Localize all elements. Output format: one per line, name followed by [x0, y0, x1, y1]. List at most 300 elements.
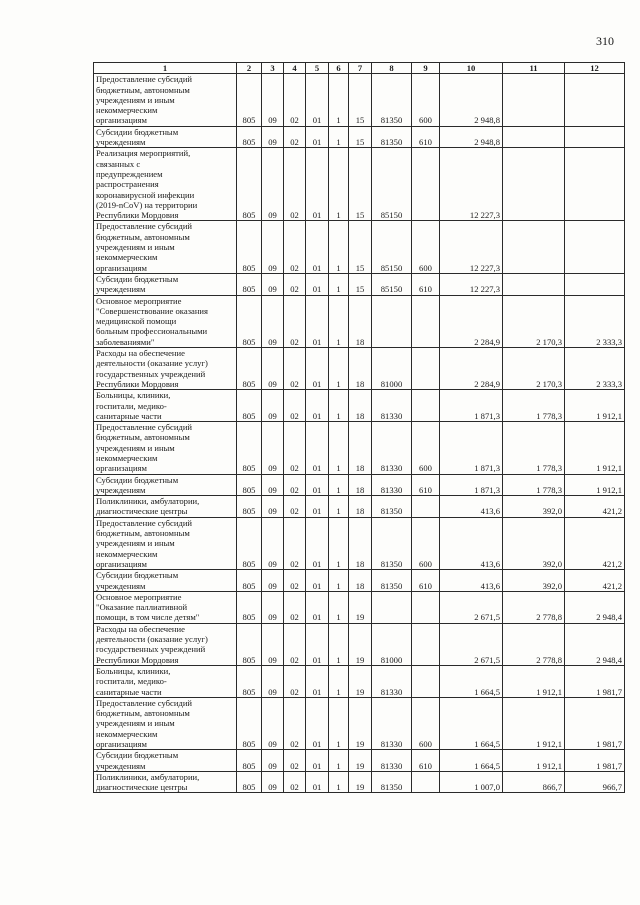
cell-col-7: 18	[349, 496, 372, 518]
cell-col-12: 1 981,7	[565, 665, 625, 697]
cell-col-3: 09	[262, 665, 284, 697]
cell-col-9	[412, 665, 440, 697]
cell-col-9: 600	[412, 422, 440, 474]
cell-col-6: 1	[329, 474, 349, 496]
cell-col-10: 413,6	[440, 496, 503, 518]
cell-col-12: 1 912,1	[565, 390, 625, 422]
cell-col-7: 18	[349, 295, 372, 347]
cell-col-2: 805	[237, 348, 262, 390]
description-line: госпитали, медико-	[96, 400, 167, 411]
description-line: организациям	[96, 262, 147, 273]
cell-col-11: 1 912,1	[503, 750, 565, 772]
description-line: Субсидии бюджетным	[96, 126, 179, 137]
cell-col-4: 02	[284, 771, 306, 793]
cell-col-9	[412, 295, 440, 347]
cell-col-9	[412, 771, 440, 793]
description-line: некоммерческим	[96, 452, 158, 463]
description-line: Расходы на обеспечение	[96, 348, 185, 359]
cell-col-5: 01	[306, 697, 329, 749]
cell-col-11	[503, 273, 565, 295]
column-header: 9	[412, 63, 440, 74]
description-line: деятельности (оказание услуг)	[96, 358, 208, 369]
table-row	[94, 517, 625, 569]
cell-col-8: 85150	[372, 273, 412, 295]
cell-col-2: 805	[237, 750, 262, 772]
cell-col-3: 09	[262, 771, 284, 793]
cell-col-6: 1	[329, 221, 349, 273]
cell-col-11: 2 778,8	[503, 591, 565, 623]
cell-col-4: 02	[284, 697, 306, 749]
description-line: учреждениям и иным	[96, 718, 175, 729]
row-description	[94, 591, 237, 623]
description-line: Субсидии бюджетным	[96, 570, 179, 581]
table-row	[94, 390, 625, 422]
table-row	[94, 496, 625, 518]
cell-col-3: 09	[262, 148, 284, 221]
cell-col-7: 18	[349, 422, 372, 474]
cell-col-12	[565, 273, 625, 295]
cell-col-8	[372, 295, 412, 347]
description-line: некоммерческим	[96, 252, 158, 263]
description-line: некоммерческим	[96, 728, 158, 739]
description-line: бюджетным, автономным	[96, 528, 190, 539]
cell-col-7: 18	[349, 390, 372, 422]
row-description	[94, 750, 237, 772]
cell-col-10: 1 871,3	[440, 474, 503, 496]
description-line: Предоставление субсидий	[96, 221, 193, 232]
cell-col-9	[412, 591, 440, 623]
table-row	[94, 750, 625, 772]
table-row	[94, 665, 625, 697]
cell-col-11: 866,7	[503, 771, 565, 793]
description-line: учреждениям	[96, 137, 146, 148]
description-line: Основное мероприятие	[96, 591, 182, 602]
description-line: бюджетным, автономным	[96, 708, 190, 719]
description-line: Республики Мордовия	[96, 210, 179, 221]
description-line: бюджетным, автономным	[96, 84, 190, 95]
cell-col-3: 09	[262, 126, 284, 148]
table-row	[94, 474, 625, 496]
cell-col-10: 1 871,3	[440, 390, 503, 422]
cell-col-9	[412, 496, 440, 518]
table-row	[94, 570, 625, 592]
cell-col-2: 805	[237, 591, 262, 623]
description-line: госпитали, медико-	[96, 676, 167, 687]
cell-col-2: 805	[237, 623, 262, 665]
cell-col-5: 01	[306, 348, 329, 390]
cell-col-4: 02	[284, 517, 306, 569]
cell-col-3: 09	[262, 295, 284, 347]
row-description	[94, 273, 237, 295]
cell-col-6: 1	[329, 750, 349, 772]
description-line: Предоставление субсидий	[96, 74, 193, 85]
cell-col-5: 01	[306, 496, 329, 518]
cell-col-12: 2 333,3	[565, 295, 625, 347]
cell-col-12	[565, 221, 625, 273]
cell-col-11: 1 778,3	[503, 422, 565, 474]
cell-col-10: 2 284,9	[440, 348, 503, 390]
description-line: санитарные части	[96, 686, 162, 697]
cell-col-9: 600	[412, 697, 440, 749]
cell-col-6: 1	[329, 422, 349, 474]
cell-col-5: 01	[306, 591, 329, 623]
column-header: 12	[565, 63, 625, 74]
cell-col-6: 1	[329, 665, 349, 697]
cell-col-6: 1	[329, 517, 349, 569]
cell-col-8: 81000	[372, 623, 412, 665]
row-description	[94, 390, 237, 422]
cell-col-3: 09	[262, 221, 284, 273]
cell-col-8: 81330	[372, 665, 412, 697]
budget-table	[93, 62, 625, 793]
cell-col-3: 09	[262, 750, 284, 772]
description-line: диагностические центры	[96, 506, 188, 517]
cell-col-7: 19	[349, 591, 372, 623]
cell-col-8: 85150	[372, 148, 412, 221]
description-line: предупреждением	[96, 168, 163, 179]
column-header: 6	[329, 63, 349, 74]
cell-col-11	[503, 126, 565, 148]
description-line: больным профессиональными	[96, 326, 208, 337]
column-header: 1	[94, 63, 237, 74]
cell-col-7: 18	[349, 348, 372, 390]
cell-col-5: 01	[306, 390, 329, 422]
description-line: Предоставление субсидий	[96, 517, 193, 528]
cell-col-2: 805	[237, 295, 262, 347]
description-line: учреждениям	[96, 484, 146, 495]
cell-col-11: 2 170,3	[503, 348, 565, 390]
description-line: заболеваниями"	[96, 336, 155, 347]
cell-col-11: 392,0	[503, 570, 565, 592]
cell-col-8: 85150	[372, 221, 412, 273]
cell-col-10: 1 664,5	[440, 697, 503, 749]
row-description	[94, 422, 237, 474]
cell-col-5: 01	[306, 273, 329, 295]
cell-col-11: 1 778,3	[503, 390, 565, 422]
description-line: некоммерческим	[96, 548, 158, 559]
cell-col-11: 1 778,3	[503, 474, 565, 496]
cell-col-9: 600	[412, 74, 440, 126]
column-header: 11	[503, 63, 565, 74]
description-line: Субсидии бюджетным	[96, 474, 179, 485]
description-line: Субсидии бюджетным	[96, 273, 179, 284]
cell-col-8	[372, 591, 412, 623]
cell-col-4: 02	[284, 750, 306, 772]
description-line: некоммерческим	[96, 105, 158, 116]
description-line: организациям	[96, 739, 147, 749]
column-header: 3	[262, 63, 284, 74]
cell-col-6: 1	[329, 623, 349, 665]
table-row	[94, 591, 625, 623]
cell-col-3: 09	[262, 273, 284, 295]
table-row	[94, 221, 625, 273]
cell-col-4: 02	[284, 665, 306, 697]
cell-col-10: 1 007,0	[440, 771, 503, 793]
cell-col-5: 01	[306, 474, 329, 496]
table-row	[94, 74, 625, 126]
description-line: деятельности (оказание услуг)	[96, 634, 208, 645]
description-line: санитарные части	[96, 410, 162, 421]
cell-col-9	[412, 390, 440, 422]
description-line: Больницы, клиники,	[96, 665, 171, 676]
row-description	[94, 623, 237, 665]
row-description	[94, 295, 237, 347]
description-line: Больницы, клиники,	[96, 390, 171, 401]
cell-col-2: 805	[237, 517, 262, 569]
cell-col-2: 805	[237, 496, 262, 518]
cell-col-2: 805	[237, 474, 262, 496]
cell-col-7: 18	[349, 474, 372, 496]
cell-col-10: 12 227,3	[440, 273, 503, 295]
cell-col-7: 15	[349, 221, 372, 273]
cell-col-3: 09	[262, 348, 284, 390]
table-row	[94, 348, 625, 390]
cell-col-6: 1	[329, 697, 349, 749]
header-row	[94, 63, 625, 74]
cell-col-9	[412, 148, 440, 221]
description-line: учреждениям	[96, 580, 146, 591]
description-line: организациям	[96, 558, 147, 569]
description-line: связанных с	[96, 158, 141, 169]
cell-col-12	[565, 74, 625, 126]
cell-col-4: 02	[284, 570, 306, 592]
cell-col-6: 1	[329, 273, 349, 295]
cell-col-10: 1 664,5	[440, 750, 503, 772]
cell-col-11: 392,0	[503, 517, 565, 569]
cell-col-11: 1 912,1	[503, 697, 565, 749]
table-row	[94, 148, 625, 221]
description-line: коронавирусной инфекции	[96, 189, 195, 200]
cell-col-3: 09	[262, 591, 284, 623]
cell-col-6: 1	[329, 771, 349, 793]
cell-col-4: 02	[284, 295, 306, 347]
cell-col-11	[503, 74, 565, 126]
cell-col-5: 01	[306, 517, 329, 569]
column-header: 2	[237, 63, 262, 74]
description-line: Расходы на обеспечение	[96, 623, 185, 634]
cell-col-9	[412, 348, 440, 390]
cell-col-7: 19	[349, 623, 372, 665]
table-row	[94, 771, 625, 793]
cell-col-6: 1	[329, 390, 349, 422]
cell-col-2: 805	[237, 273, 262, 295]
cell-col-6: 1	[329, 591, 349, 623]
cell-col-12: 1 981,7	[565, 697, 625, 749]
description-line: Реализация мероприятий,	[96, 148, 191, 159]
cell-col-5: 01	[306, 74, 329, 126]
cell-col-11: 2 778,8	[503, 623, 565, 665]
description-line: Предоставление субсидий	[96, 697, 193, 708]
description-line: учреждениям и иным	[96, 538, 175, 549]
column-header: 8	[372, 63, 412, 74]
table-row	[94, 422, 625, 474]
cell-col-11: 392,0	[503, 496, 565, 518]
description-line: бюджетным, автономным	[96, 432, 190, 443]
column-header: 4	[284, 63, 306, 74]
cell-col-8: 81330	[372, 422, 412, 474]
table-row	[94, 126, 625, 148]
row-description	[94, 517, 237, 569]
cell-col-11	[503, 221, 565, 273]
cell-col-6: 1	[329, 348, 349, 390]
cell-col-10: 2 948,8	[440, 74, 503, 126]
cell-col-8: 81350	[372, 570, 412, 592]
cell-col-10: 2 671,5	[440, 591, 503, 623]
cell-col-7: 18	[349, 570, 372, 592]
cell-col-4: 02	[284, 221, 306, 273]
cell-col-3: 09	[262, 570, 284, 592]
cell-col-4: 02	[284, 273, 306, 295]
cell-col-7: 19	[349, 665, 372, 697]
cell-col-3: 09	[262, 517, 284, 569]
cell-col-12: 2 333,3	[565, 348, 625, 390]
description-line: государственных учреждений	[96, 368, 206, 379]
cell-col-7: 18	[349, 517, 372, 569]
cell-col-8: 81350	[372, 126, 412, 148]
cell-col-12: 421,2	[565, 570, 625, 592]
cell-col-7: 15	[349, 126, 372, 148]
cell-col-4: 02	[284, 126, 306, 148]
description-line: (2019-nCoV) на территории	[96, 199, 198, 210]
cell-col-3: 09	[262, 390, 284, 422]
description-line: "Совершенствование оказания	[96, 305, 208, 316]
cell-col-8: 81350	[372, 74, 412, 126]
description-line: помощи, в том числе детям"	[96, 612, 200, 623]
cell-col-3: 09	[262, 496, 284, 518]
cell-col-8: 81330	[372, 474, 412, 496]
cell-col-2: 805	[237, 771, 262, 793]
row-description	[94, 348, 237, 390]
cell-col-9: 610	[412, 273, 440, 295]
cell-col-5: 01	[306, 750, 329, 772]
cell-col-10: 2 284,9	[440, 295, 503, 347]
column-header: 10	[440, 63, 503, 74]
cell-col-5: 01	[306, 295, 329, 347]
cell-col-3: 09	[262, 623, 284, 665]
cell-col-5: 01	[306, 771, 329, 793]
table-row	[94, 295, 625, 347]
cell-col-10: 413,6	[440, 517, 503, 569]
description-line: "Оказание паллиативной	[96, 602, 188, 613]
description-line: учреждениям и иным	[96, 242, 175, 253]
cell-col-2: 805	[237, 422, 262, 474]
row-description	[94, 74, 237, 126]
row-description	[94, 221, 237, 273]
description-line: Поликлиники, амбулатории,	[96, 771, 200, 782]
cell-col-12: 2 948,4	[565, 623, 625, 665]
description-line: учреждениям	[96, 284, 146, 295]
cell-col-6: 1	[329, 126, 349, 148]
cell-col-3: 09	[262, 697, 284, 749]
column-header: 5	[306, 63, 329, 74]
cell-col-10: 413,6	[440, 570, 503, 592]
cell-col-4: 02	[284, 474, 306, 496]
cell-col-5: 01	[306, 665, 329, 697]
cell-col-11	[503, 148, 565, 221]
row-description	[94, 665, 237, 697]
cell-col-12	[565, 126, 625, 148]
cell-col-6: 1	[329, 74, 349, 126]
description-line: Субсидии бюджетным	[96, 750, 179, 761]
description-line: Республики Мордовия	[96, 378, 179, 389]
table-body	[94, 74, 625, 793]
description-line: государственных учреждений	[96, 644, 206, 655]
cell-col-5: 01	[306, 221, 329, 273]
cell-col-4: 02	[284, 390, 306, 422]
description-line: учреждениям	[96, 760, 146, 771]
row-description	[94, 148, 237, 221]
cell-col-7: 19	[349, 771, 372, 793]
description-line: Основное мероприятие	[96, 295, 182, 306]
cell-col-9: 600	[412, 221, 440, 273]
table-row	[94, 697, 625, 749]
cell-col-4: 02	[284, 74, 306, 126]
cell-col-8: 81350	[372, 496, 412, 518]
cell-col-2: 805	[237, 665, 262, 697]
row-description	[94, 771, 237, 793]
cell-col-8: 81330	[372, 750, 412, 772]
cell-col-7: 15	[349, 148, 372, 221]
cell-col-12: 421,2	[565, 496, 625, 518]
cell-col-12: 1 912,1	[565, 422, 625, 474]
page-number: 310	[596, 34, 614, 48]
cell-col-7: 19	[349, 697, 372, 749]
cell-col-2: 805	[237, 148, 262, 221]
description-line: организациям	[96, 463, 147, 474]
description-line: Предоставление субсидий	[96, 422, 193, 433]
cell-col-12	[565, 148, 625, 221]
description-line: учреждениям и иным	[96, 94, 175, 105]
cell-col-4: 02	[284, 348, 306, 390]
cell-col-8: 81330	[372, 390, 412, 422]
cell-col-4: 02	[284, 422, 306, 474]
cell-col-7: 15	[349, 273, 372, 295]
cell-col-6: 1	[329, 295, 349, 347]
cell-col-2: 805	[237, 126, 262, 148]
cell-col-2: 805	[237, 570, 262, 592]
cell-col-5: 01	[306, 126, 329, 148]
cell-col-9	[412, 623, 440, 665]
cell-col-5: 01	[306, 422, 329, 474]
cell-col-5: 01	[306, 570, 329, 592]
cell-col-2: 805	[237, 390, 262, 422]
cell-col-4: 02	[284, 148, 306, 221]
cell-col-9: 610	[412, 474, 440, 496]
cell-col-8: 81330	[372, 697, 412, 749]
cell-col-9: 610	[412, 126, 440, 148]
description-line: организациям	[96, 115, 147, 126]
cell-col-5: 01	[306, 623, 329, 665]
description-line: бюджетным, автономным	[96, 231, 190, 242]
cell-col-10: 12 227,3	[440, 221, 503, 273]
cell-col-6: 1	[329, 148, 349, 221]
cell-col-2: 805	[237, 221, 262, 273]
cell-col-5: 01	[306, 148, 329, 221]
description-line: распространения	[96, 179, 159, 190]
cell-col-10: 2 671,5	[440, 623, 503, 665]
description-line: Поликлиники, амбулатории,	[96, 496, 200, 507]
description-line: Республики Мордовия	[96, 654, 179, 665]
cell-col-8: 81000	[372, 348, 412, 390]
row-description	[94, 126, 237, 148]
cell-col-9: 600	[412, 517, 440, 569]
cell-col-10: 1 664,5	[440, 665, 503, 697]
cell-col-8: 81350	[372, 771, 412, 793]
table-row	[94, 623, 625, 665]
cell-col-3: 09	[262, 422, 284, 474]
row-description	[94, 570, 237, 592]
cell-col-12: 421,2	[565, 517, 625, 569]
